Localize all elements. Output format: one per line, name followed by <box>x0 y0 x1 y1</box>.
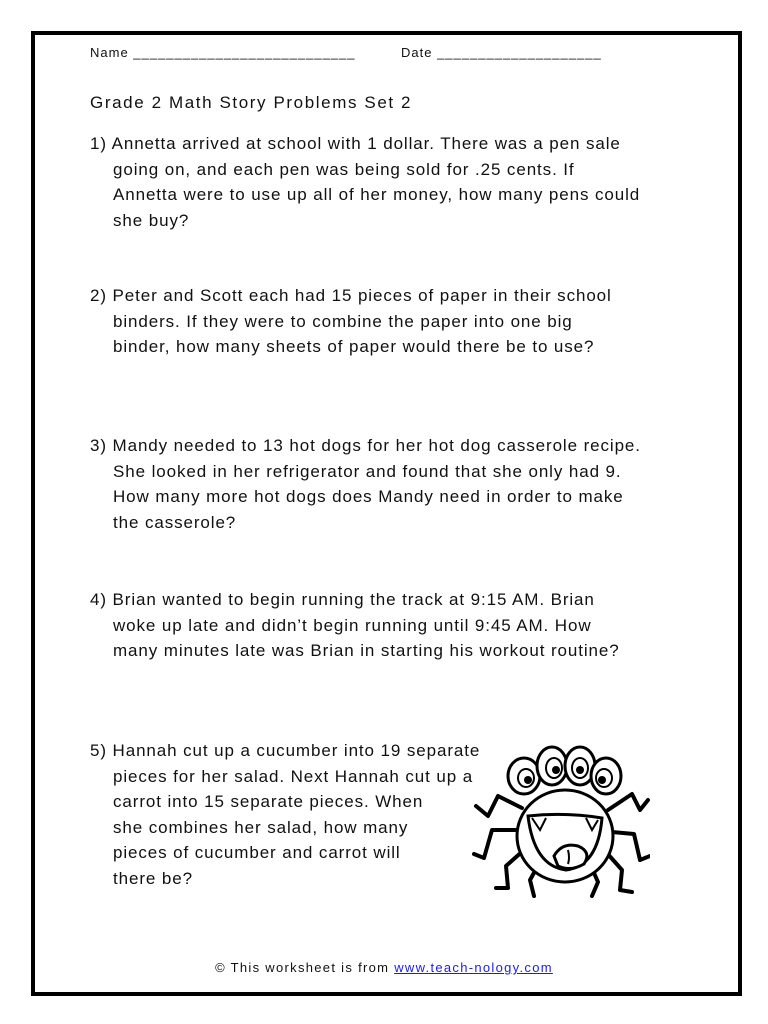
problem-5 <box>90 738 480 891</box>
problem-line: woke up late and didn’t begin running until 9:45 AM. How <box>113 615 592 635</box>
problem-line: She looked in her refrigerator and found that she only had 9. <box>113 461 622 481</box>
problem-4 <box>90 587 620 664</box>
problem-line: the casserole? <box>113 512 237 532</box>
worksheet-title: Grade 2 Math Story Problems Set 2 <box>90 93 413 112</box>
problem-line: there be? <box>113 868 193 888</box>
problem-line: pieces of cucumber and carrot will <box>113 843 401 862</box>
date-field-label: Date ____________________ <box>401 45 602 60</box>
problem-line: How many more hot dogs does Mandy need in order to make <box>113 487 624 506</box>
footer-link[interactable]: www.teach-nology.com <box>394 960 553 975</box>
problem-3 <box>90 433 641 535</box>
problem-1 <box>90 131 640 233</box>
cartoon-spider-icon <box>470 738 650 898</box>
header-row <box>90 45 602 60</box>
problem-line: she combines her salad, how many <box>113 817 409 837</box>
problem-line: many minutes late was Brian in starting his workout routine? <box>113 641 620 660</box>
problem-line: 2) Peter and Scott each had 15 pieces of paper in their school <box>90 286 612 305</box>
problem-line: binders. If they were to combine the paper into one big <box>113 311 573 331</box>
problem-line: 5) Hannah cut up a cucumber into 19 separate <box>90 741 481 760</box>
problem-line: 3) Mandy needed to 13 hot dogs for her hot dog casserole recipe. <box>90 436 641 455</box>
problem-line: 1) Annetta arrived at school with 1 dollar. There was a pen sale <box>90 134 621 153</box>
problem-line: going on, and each pen was being sold for .25 cents. If <box>113 159 575 179</box>
problem-line: carrot into 15 separate pieces. When <box>113 792 424 811</box>
problem-line: 4) Brian wanted to begin running the track at 9:15 AM. Brian <box>90 590 595 609</box>
footer-text: © This worksheet is from <box>215 960 395 975</box>
problem-line: binder, how many sheets of paper would there be to use? <box>113 337 595 356</box>
problem-line: she buy? <box>113 210 190 230</box>
problem-line: Annetta were to use up all of her money, how many pens could <box>113 185 641 204</box>
footer <box>0 960 768 975</box>
name-field-label: Name ___________________________ <box>90 45 356 60</box>
problem-line: pieces for her salad. Next Hannah cut up a <box>113 766 474 786</box>
problem-2 <box>90 283 612 360</box>
